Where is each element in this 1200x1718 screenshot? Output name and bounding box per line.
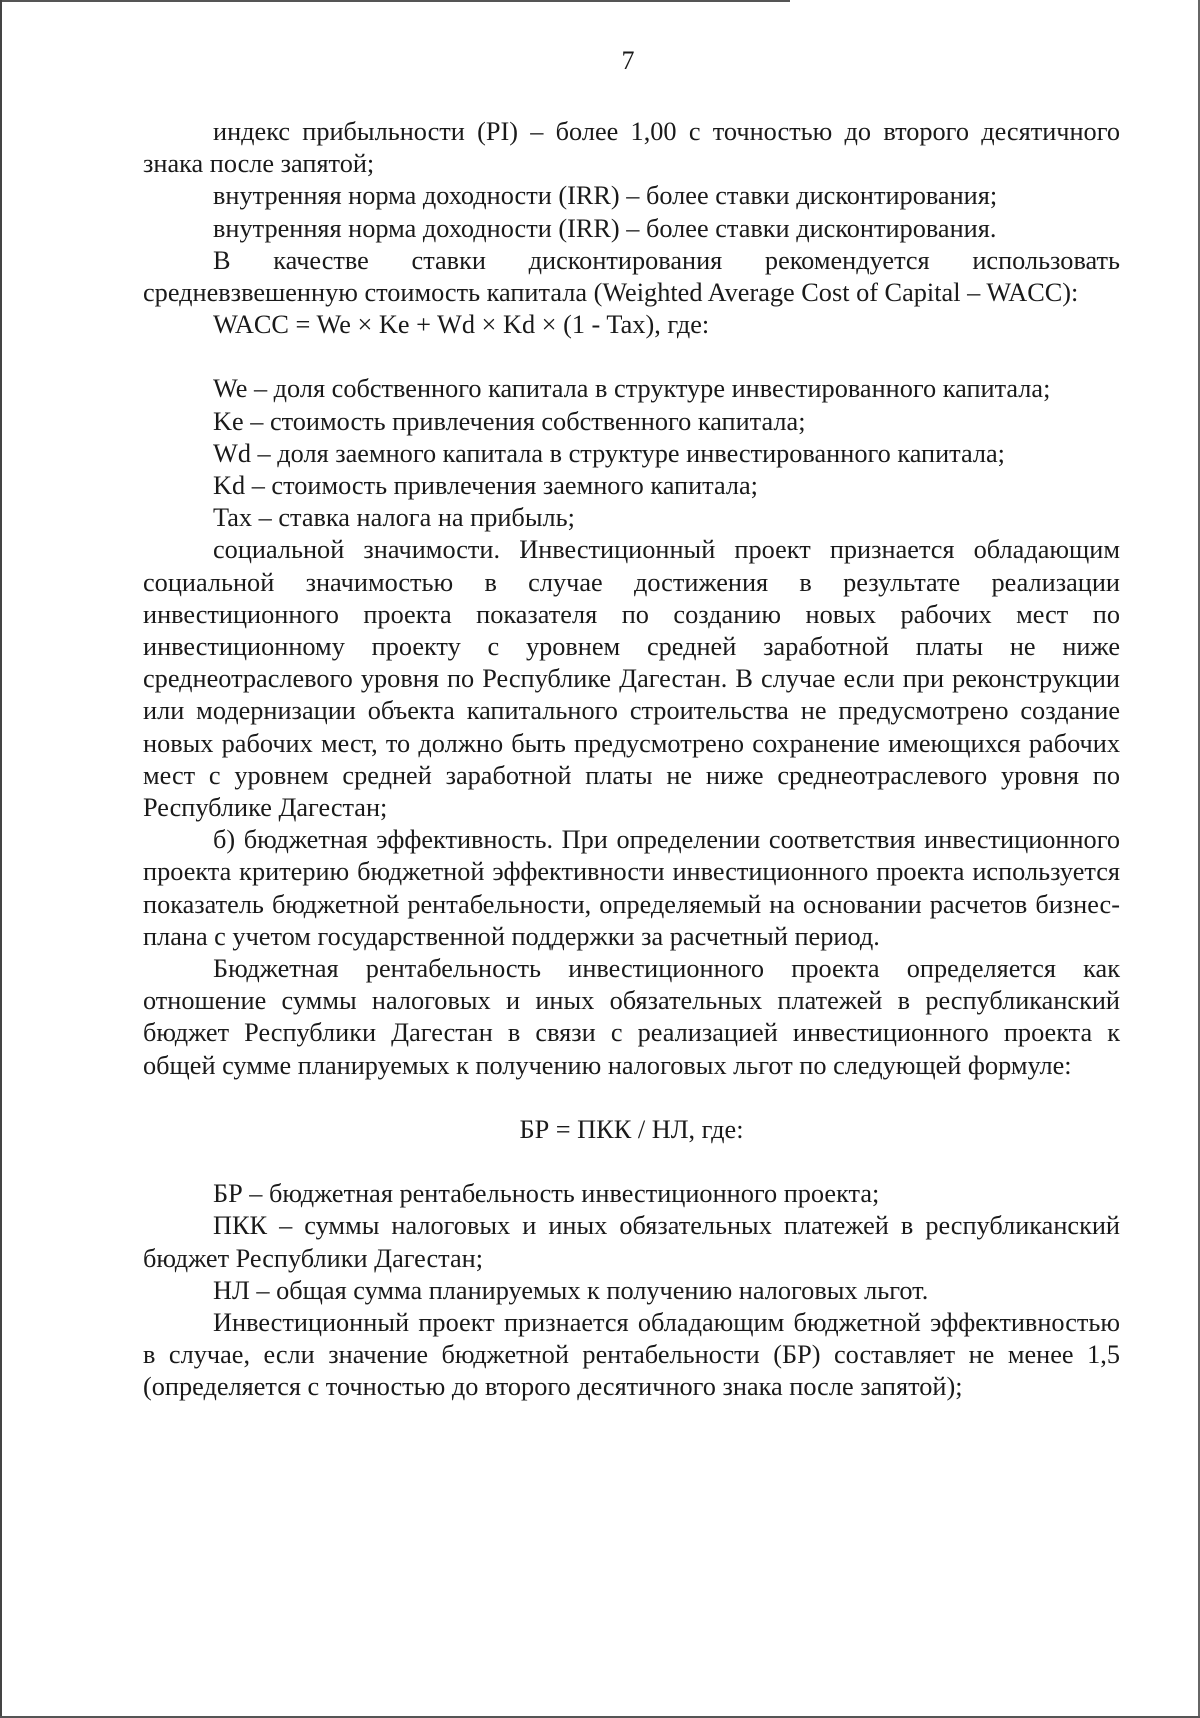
page-number: 7 <box>621 46 635 75</box>
blank-line <box>143 341 1120 373</box>
paragraph-social: социальной значимости. Инвестиционный проект признается обладающим социальной значимостью в случае достижения в результате реализации инвестиционного проекта показателя по созданию новых рабочих мест по инвестиционному проекту с уровнем средней заработной платы не ниже среднеотраслевого уровня по Республике Дагестан. В случае если при реконструкции или модернизации объекта капитального строительства не предусмотрено создание новых рабочих мест, то должно быть предусмотрено сохранение имеющихся рабочих мест с уровнем средней заработной платы не ниже среднеотраслевого уровня по Республике Дагестан; <box>143 535 1120 823</box>
definition-br: БР – бюджетная рентабельность инвестиционного проекта; <box>213 1179 880 1209</box>
paragraph-wacc-intro: В качестве ставки дисконтирования рекомендуется использовать средневзвешенную стоимость капитала (Weighted Average Cost of Capital – WACC): <box>143 245 1120 308</box>
paragraph-pi: индекс прибыльности (PI) – более 1,00 с точностью до второго десятичного знака после запятой; <box>143 117 1120 179</box>
blank-line <box>143 1146 1120 1178</box>
blank-line <box>143 1082 1120 1114</box>
scan-border-left <box>0 0 2 1718</box>
document-body <box>143 116 1120 1404</box>
scan-border-top <box>0 0 790 2</box>
br-formula: БР = ПКК / НЛ, где: <box>519 1114 744 1144</box>
definition-kd: Kd – стоимость привлечения заемного капитала; <box>213 471 758 501</box>
definition-pkk: ПКК – суммы налоговых и иных обязательных платежей в республиканский бюджет Республики Дагестан; <box>143 1211 1120 1273</box>
paragraph-br-definition: Бюджетная рентабельность инвестиционного проекта определяется как отношение суммы налоговых и иных обязательных платежей в республиканский бюджет Республики Дагестан в связи с реализацией инвестиционного проекта к общей сумме планируемых к получению налоговых льгот по следующей формуле: <box>143 954 1120 1080</box>
definition-we: We – доля собственного капитала в структуре инвестированного капитала; <box>213 374 1051 404</box>
definition-tax: Tax – ставка налога на прибыль; <box>213 503 575 533</box>
definition-nl: НЛ – общая сумма планируемых к получению налоговых льгот. <box>213 1275 929 1305</box>
definition-wd: Wd – доля заемного капитала в структуре инвестированного капитала; <box>213 438 1005 468</box>
paragraph-budget: б) бюджетная эффективность. При определении соответствия инвестиционного проекта критерию бюджетной эффективности инвестиционного проекта используется показатель бюджетной рентабельности, определяемый на основании расчетов бизнес-плана с учетом государственной поддержки за расчетный период. <box>143 825 1120 951</box>
wacc-formula: WACC = We × Ke + Wd × Kd × (1 - Tax), где: <box>213 310 710 340</box>
paragraph-conclusion: Инвестиционный проект признается обладающим бюджетной эффективностью в случае, если значение бюджетной рентабельности (БР) составляет не менее 1,5 (определяется с точностью до второго десятичного знака после запятой); <box>143 1307 1120 1402</box>
paragraph-irr-1: внутренняя норма доходности (IRR) – более ставки дисконтирования; <box>213 181 998 211</box>
paragraph-irr-2: внутренняя норма доходности (IRR) – более ставки дисконтирования. <box>213 213 997 243</box>
definition-ke: Ke – стоимость привлечения собственного капитала; <box>213 406 806 436</box>
